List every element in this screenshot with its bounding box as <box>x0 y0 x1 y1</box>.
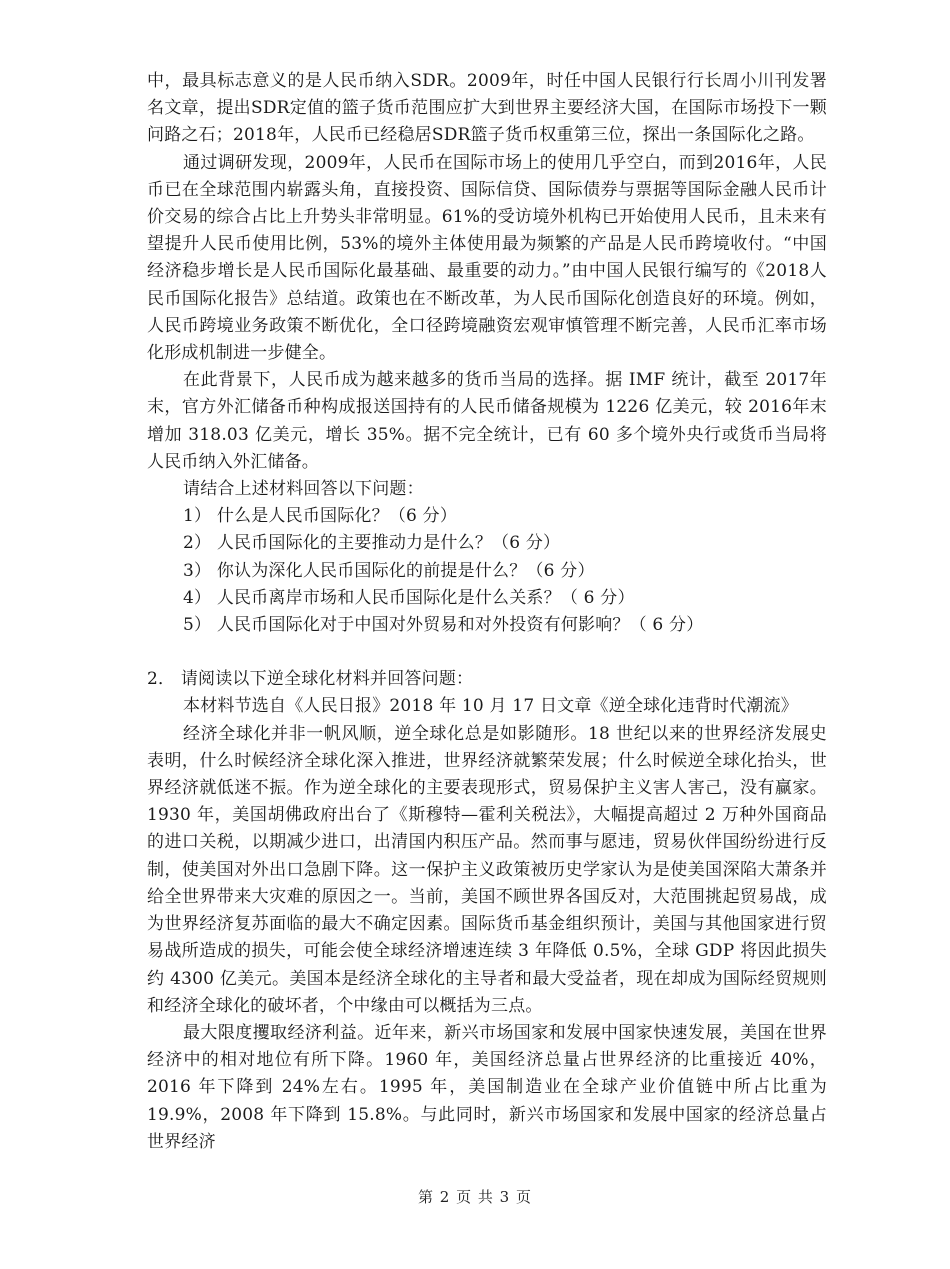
question-item: 5） 人民币国际化对于中国对外贸易和对外投资有何影响？（ 6 分） <box>183 615 704 636</box>
page-content <box>147 68 827 1156</box>
intro-paragraph: 中，最具标志意义的是人民币纳入SDR。2009年，时任中国人民银行行长周小川刊发署名文章，提出SDR定值的篮子货币范围应扩大到世界主要经济大国，在国际市场投下一颗问路之石；2018年，人民币已经稳居SDR篮子货币权重第三位，探出一条国际化之路。 <box>147 71 827 146</box>
section-2-source: 本材料节选自《人民日报》2018 年 10 月 17 日文章《逆全球化违背时代潮流》 <box>183 696 798 717</box>
question-item: 1） 什么是人民币国际化？（6 分） <box>183 506 458 527</box>
paragraph-usage-survey: 通过调研发现，2009年，人民币在国际市场上的使用几乎空白，而到2016年，人民币已在全球范围内崭露头角，直接投资、国际信贷、国际债券与票据等国际金融人民币计价交易的综合占比上升势头非常明显。61%的受访境外机构已开始使用人民币，且未来有望提升人民币使用比例，53%的境外主体使用最为频繁的产品是人民币跨境收付。“中国经济稳步增长是人民币国际化最基础、最重要的动力。”由中国人民银行编写的《2018人民币国际化报告》总结道。政策也在不断改革，为人民币国际化创造良好的环境。例如，人民币跨境业务政策不断优化，全口径跨境融资宏观审慎管理不断完善，人民币汇率市场化形成机制进一步健全。 <box>147 152 827 364</box>
section-2-heading: 2． 请阅读以下逆全球化材料并回答问题： <box>147 669 474 690</box>
question-item: 4） 人民币离岸市场和人民币国际化是什么关系？（ 6 分） <box>183 587 635 608</box>
page-number-footer: 第 2 页 共 3 页 <box>418 1188 532 1206</box>
question-prompt: 请结合上述材料回答以下问题： <box>183 479 424 500</box>
paragraph-deglobalization: 经济全球化并非一帆风顺，逆全球化总是如影随形。18 世纪以来的世界经济发展史表明，什么时候经济全球化深入推进，世界经济就繁荣发展；什么时候逆全球化抬头，世界经济就低迷不振。作为逆全球化的主要表现形式，贸易保护主义害人害己，没有赢家。1930 年，美国胡佛政府出台了《斯穆特—霍利关税法》，大幅提高超过 2 万种外国商品的进口关税，以期减少进口，出清国内积压产品。然而事与愿违，贸易伙伴国纷纷进行反制，使美国对外出口急剧下降。这一保护主义政策被历史学家认为是使美国深陷大萧条并给全世界带来大灾难的原因之一。当前，美国不顾世界各国反对，大范围挑起贸易战，成为世界经济复苏面临的最大不确定因素。国际货币基金组织预计，美国与其他国家进行贸易战所造成的损失，可能会使全球经济增速连续 3 年降低 0.5%，全球 GDP 将因此损失约 4300 亿美元。美国本是经济全球化的主导者和最大受益者，现在却成为国际经贸规则和经济全球化的破坏者，个中缘由可以概括为三点。 <box>147 723 827 1016</box>
paragraph-economic-interest: 最大限度攫取经济利益。近年来，新兴市场国家和发展中国家快速发展，美国在世界经济中的相对地位有所下降。1960 年，美国经济总量占世界经济的比重接近 40%，2016 年下降到 24%左右。1995 年，美国制造业在全球产业价值链中所占比重为 19.9%，2008 年下降到 15.8%。与此同时，新兴市场国家和发展中国家的经济总量占世界经济 <box>147 1022 827 1152</box>
section-gap <box>147 639 827 666</box>
paragraph-reserve-currency: 在此背景下，人民币成为越来越多的货币当局的选择。据 IMF 统计，截至 2017年末，官方外汇储备币种构成报送国持有的人民币储备规模为 1226 亿美元，较 2016年末增加 318.03 亿美元，增长 35%。据不完全统计，已有 60 多个境外央行或货币当局将人民币纳入外汇储备。 <box>147 370 827 472</box>
question-list <box>147 503 827 639</box>
question-item: 2） 人民币国际化的主要推动力是什么？（6 分） <box>183 533 561 554</box>
question-item: 3） 你认为深化人民币国际化的前提是什么？（6 分） <box>183 560 595 581</box>
